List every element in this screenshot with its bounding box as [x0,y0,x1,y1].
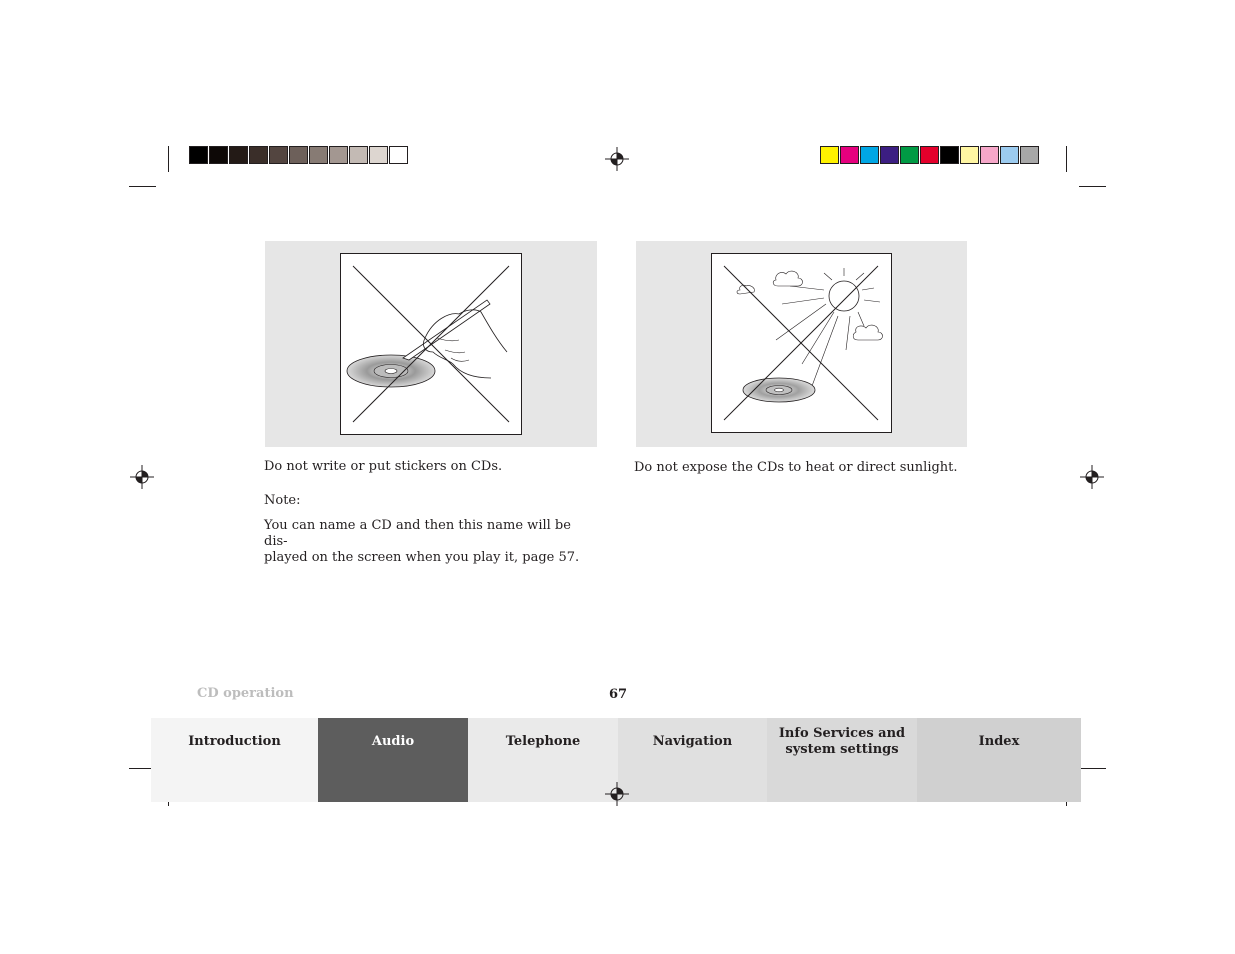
registration-mark-icon [1080,465,1104,489]
tab-label: Info Services and [778,726,906,741]
calibration-swatch [900,146,919,164]
grayscale-calibration-bar [189,146,409,164]
left-figure-frame [340,253,522,435]
cd-in-sunlight-crossed-out-icon [712,254,891,432]
tab-introduction[interactable] [151,718,318,802]
registration-mark-icon [130,465,154,489]
crop-mark [1079,768,1106,769]
calibration-swatch [1000,146,1019,164]
tab-label: Audio [371,734,415,749]
calibration-swatch [820,146,839,164]
calibration-swatch [229,146,248,164]
right-figure-frame [711,253,892,433]
tab-index[interactable] [917,718,1081,802]
note-text [264,518,584,566]
registration-mark-icon [605,147,629,171]
tab-telephone[interactable] [468,718,618,802]
right-figure-panel [636,241,967,447]
color-calibration-bar [820,146,1040,164]
cd-with-pen-crossed-out-icon [341,254,521,434]
note-text-line: You can name a CD and then this name will be dis- [264,518,571,549]
calibration-swatch [289,146,308,164]
left-caption: Do not write or put stickers on CDs. [264,459,503,474]
calibration-swatch [189,146,208,164]
registration-mark-icon [605,782,629,806]
calibration-swatch [309,146,328,164]
calibration-swatch [1020,146,1039,164]
section-label: CD operation [197,686,294,701]
calibration-swatch [920,146,939,164]
calibration-swatch [880,146,899,164]
crop-mark [1066,146,1067,172]
tab-audio[interactable] [318,718,468,802]
page-number: 67 [609,687,628,702]
crop-mark [129,186,156,187]
calibration-swatch [329,146,348,164]
tab-label: Telephone [505,734,581,749]
left-figure-panel [265,241,597,447]
calibration-swatch [209,146,228,164]
crop-mark [168,146,169,172]
calibration-swatch [960,146,979,164]
calibration-swatch [269,146,288,164]
note-text-line: played on the screen when you play it, page 57. [264,550,580,565]
right-caption: Do not expose the CDs to heat or direct sunlight. [634,460,958,475]
note-label: Note: [264,493,301,508]
calibration-swatch [840,146,859,164]
calibration-swatch [349,146,368,164]
crop-mark [1079,186,1106,187]
calibration-swatch [860,146,879,164]
calibration-swatch [389,146,408,164]
tab-label: Index [978,734,1020,749]
tab-label: system settings [785,742,899,757]
tab-label: Navigation [652,734,733,749]
tab-navigation[interactable] [618,718,767,802]
calibration-swatch [249,146,268,164]
calibration-swatch [940,146,959,164]
calibration-swatch [369,146,388,164]
tab-info-services[interactable] [767,718,917,802]
calibration-swatch [980,146,999,164]
tab-label: Introduction [188,734,281,749]
